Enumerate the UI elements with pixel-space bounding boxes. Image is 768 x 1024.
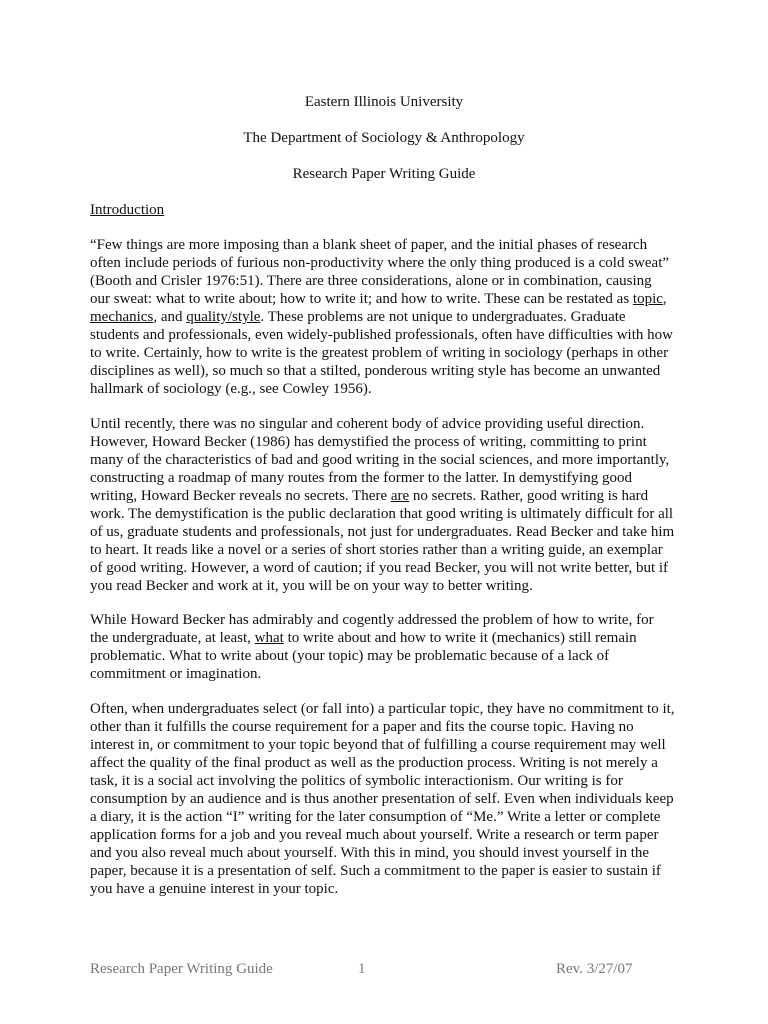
paragraph-line: “Few things are more imposing than a blank sheet of paper, and the initial phases of research: [90, 237, 648, 253]
paragraph-line: [90, 487, 680, 505]
paragraph-line: While Howard Becker has admirably and cogently addressed the problem of how to write, for: [90, 612, 654, 628]
paragraph-line: [90, 629, 680, 647]
underlined-term-are: are: [390, 488, 410, 504]
line-text: to write about and how to write it (mechanics) still remain: [283, 630, 637, 646]
line-text: writing, Howard Becker reveals no secrets. There: [90, 488, 391, 504]
line-text: ,: [662, 291, 667, 307]
paragraph-2: [90, 415, 680, 595]
line-text: , and: [153, 309, 187, 325]
paragraph-line: (Booth and Crisler 1976:51). There are three considerations, alone or in combination, causing: [90, 273, 652, 289]
paragraph-line: and you also reveal much about yourself. With this in mind, you should invest yourself in the: [90, 845, 650, 861]
paragraph-4: [90, 700, 680, 898]
paragraph-line: many of the characteristics of bad and good writing in the social sciences, and more importantly,: [90, 452, 670, 468]
paragraph-line: a diary, it is the action “I” writing for the later consumption of “Me.” Write a letter or complete: [90, 809, 661, 825]
underlined-term-mechanics: mechanics: [90, 309, 154, 325]
underlined-term-topic: topic: [632, 291, 663, 307]
paragraph-line: often include periods of furious non-productivity where the only thing produced is a cold sweat”: [90, 255, 670, 271]
paragraph-line: you have a genuine interest in your topic.: [90, 881, 339, 897]
line-text: the undergraduate, at least,: [90, 630, 255, 646]
paragraph-3: [90, 611, 680, 683]
paragraph-line: of good writing. However, a word of caution; if you read Becker, you will not write better, but if: [90, 560, 669, 576]
paragraph-line: of us, graduate students and professionals, not just for undergraduates. Read Becker and take him: [90, 524, 675, 540]
paragraph-line: to heart. It reads like a novel or a series of short stories rather than a writing guide, an exemplar: [90, 542, 663, 558]
paragraph-line: However, Howard Becker (1986) has demystified the process of writing, committing to print: [90, 434, 647, 450]
paragraph-line: consumption by an audience and is thus another presentation of self. Even when individuals keep: [90, 791, 674, 807]
paragraph-line: disciplines as well), so much so that a stilted, ponderous writing style has become an unwanted: [90, 363, 661, 379]
university-name: Eastern Illinois University: [304, 94, 464, 110]
paragraph-line: application forms for a job and you reveal much about yourself. Write a research or term paper: [90, 827, 659, 843]
paragraph-line: [90, 308, 680, 326]
paragraph-line: other than it fulfills the course requirement for a paper and fits the course topic. Having no: [90, 719, 634, 735]
paragraph-line: Often, when undergraduates select (or fall into) a particular topic, they have no commitment to it,: [90, 701, 675, 717]
footer-revision: Rev. 3/27/07: [556, 961, 633, 977]
paragraph-line: task, it is a social act involving the politics of symbolic interactionism. Our writing is for: [90, 773, 623, 789]
paragraph-line: you read Becker and work at it, you will be on your way to better writing.: [90, 578, 533, 594]
footer-title: Research Paper Writing Guide: [90, 961, 273, 977]
paragraph-line: paper, because it is a presentation of self. Such a commitment to the paper is easier to sustain if: [90, 863, 661, 879]
underlined-term-quality-style: quality/style: [186, 309, 261, 325]
paragraph-line: [90, 290, 680, 308]
paragraph-line: commitment or imagination.: [90, 666, 262, 682]
line-text: our sweat: what to write about; how to write it; and how to write. These can be restated as: [90, 291, 633, 307]
paragraph-line: to write. Certainly, how to write is the greatest problem of writing in sociology (perhaps in other: [90, 345, 669, 361]
paragraph-1: [90, 236, 680, 398]
paragraph-line: work. The demystification is the public declaration that good writing is ultimately difficult for all: [90, 506, 674, 522]
paragraph-line: Until recently, there was no singular and coherent body of advice providing useful direction.: [90, 416, 645, 432]
paragraph-line: affect the quality of the final product as well as the production process. Writing is not merely a: [90, 755, 658, 771]
guide-title: Research Paper Writing Guide: [292, 166, 476, 182]
paragraph-line: hallmark of sociology (e.g., see Cowley 1956).: [90, 381, 372, 397]
footer-page-number: 1: [358, 961, 366, 977]
paragraph-line: constructing a roadmap of many routes from the former to the latter. In demystifying good: [90, 470, 632, 486]
line-text: no secrets. Rather, good writing is hard: [409, 488, 649, 504]
underlined-term-what: what: [254, 630, 284, 646]
line-text: . These problems are not unique to undergraduates. Graduate: [260, 309, 626, 325]
section-title-introduction: Introduction: [90, 202, 165, 218]
paragraph-line: students and professionals, even widely-published professionals, often have difficulties with how: [90, 327, 673, 343]
department-name: The Department of Sociology & Anthropology: [243, 130, 525, 146]
paragraph-line: interest in, or commitment to your topic beyond that of fulfilling a course requirement may well: [90, 737, 666, 753]
paragraph-line: problematic. What to write about (your topic) may be problematic because of a lack of: [90, 648, 610, 664]
